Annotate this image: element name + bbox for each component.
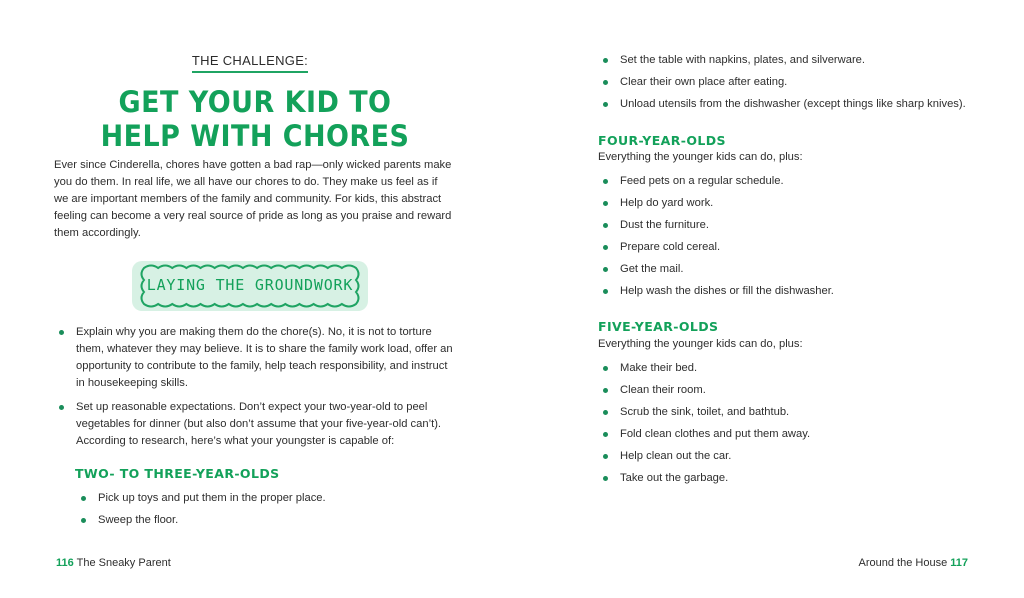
bullet-icon — [603, 289, 608, 294]
section-heading-five: FIVE-YEAR-OLDS — [598, 319, 719, 334]
footer-right — [859, 557, 968, 569]
list-item: Scrub the sink, toilet, and bathtub. — [600, 404, 1000, 421]
list-item: Clear their own place after eating. — [600, 74, 1000, 91]
book-title: The Sneaky Parent — [76, 557, 171, 569]
intro-paragraph: Ever since Cinderella, chores have gotten a bad rap—only wicked parents make you do them. In real life, we all have our chores to do. They make us feel as if we are important members of the family and community. For kids, this abstract feeling can become a very real source of pride as long as you praise and reward them accordingly. — [54, 159, 452, 239]
badge-label: LAYING THE GROUNDWORK — [146, 276, 354, 294]
bullet-icon — [81, 496, 86, 501]
five-intro: Everything the younger kids can do, plus: — [598, 338, 803, 350]
four-year-list — [600, 173, 1000, 305]
page-number: 116 — [56, 557, 74, 569]
list-item: Clean their room. — [600, 382, 1000, 399]
title-line-1: GET YOUR KID TO — [118, 85, 392, 119]
groundwork-list — [56, 324, 456, 457]
page-number: 117 — [950, 557, 968, 569]
bullet-icon — [603, 267, 608, 272]
bullet-icon — [59, 330, 64, 335]
two-to-three-list — [78, 490, 458, 534]
bullet-icon — [603, 223, 608, 228]
list-item: Help clean out the car. — [600, 448, 1000, 465]
section-heading-four: FOUR-YEAR-OLDS — [598, 133, 726, 148]
bullet-icon — [59, 405, 64, 410]
list-item: Feed pets on a regular schedule. — [600, 173, 1000, 190]
list-item: Explain why you are making them do the chore(s). No, it is not to torture them, whatever they may believe. It is to share the family work load, offer an opportunity to contribute to the family, help teach responsibility, and instruct in housekeeping skills. — [56, 324, 456, 392]
challenge-label: THE CHALLENGE: — [0, 53, 500, 73]
five-year-list — [600, 360, 1000, 492]
list-item: Help wash the dishes or fill the dishwasher. — [600, 283, 1000, 300]
bullet-icon — [603, 476, 608, 481]
four-intro: Everything the younger kids can do, plus: — [598, 151, 803, 163]
right-page — [512, 0, 1024, 598]
section-heading-two-to-three: TWO- TO THREE-YEAR-OLDS — [75, 466, 280, 481]
list-item: Prepare cold cereal. — [600, 239, 1000, 256]
footer-left — [56, 557, 171, 569]
page-title — [18, 85, 492, 153]
continued-list — [600, 52, 1000, 118]
bullet-icon — [603, 432, 608, 437]
list-item: Fold clean clothes and put them away. — [600, 426, 1000, 443]
bullet-icon — [603, 179, 608, 184]
list-item: Make their bed. — [600, 360, 1000, 377]
list-item: Unload utensils from the dishwasher (except things like sharp knives). — [600, 96, 1000, 113]
list-item: Take out the garbage. — [600, 470, 1000, 487]
bullet-icon — [81, 518, 86, 523]
list-item: Get the mail. — [600, 261, 1000, 278]
list-item: Pick up toys and put them in the proper place. — [78, 490, 458, 507]
bullet-icon — [603, 58, 608, 63]
bullet-icon — [603, 366, 608, 371]
chapter-title: Around the House — [858, 557, 948, 569]
bullet-icon — [603, 102, 608, 107]
bullet-icon — [603, 245, 608, 250]
bullet-icon — [603, 454, 608, 459]
section-badge — [132, 261, 368, 311]
list-item: Set the table with napkins, plates, and silverware. — [600, 52, 1000, 69]
title-line-2: HELP WITH CHORES — [100, 119, 410, 153]
list-item: Dust the furniture. — [600, 217, 1000, 234]
list-item: Help do yard work. — [600, 195, 1000, 212]
bullet-icon — [603, 80, 608, 85]
bullet-icon — [603, 388, 608, 393]
list-item: Sweep the floor. — [78, 512, 458, 529]
bullet-icon — [603, 201, 608, 206]
bullet-icon — [603, 410, 608, 415]
list-item: Set up reasonable expectations. Don’t expect your two-year-old to peel vegetables for dinner (but also don’t assume that your five-year-old can’t). According to research, here’s what your youngster is capable of: — [56, 399, 456, 450]
